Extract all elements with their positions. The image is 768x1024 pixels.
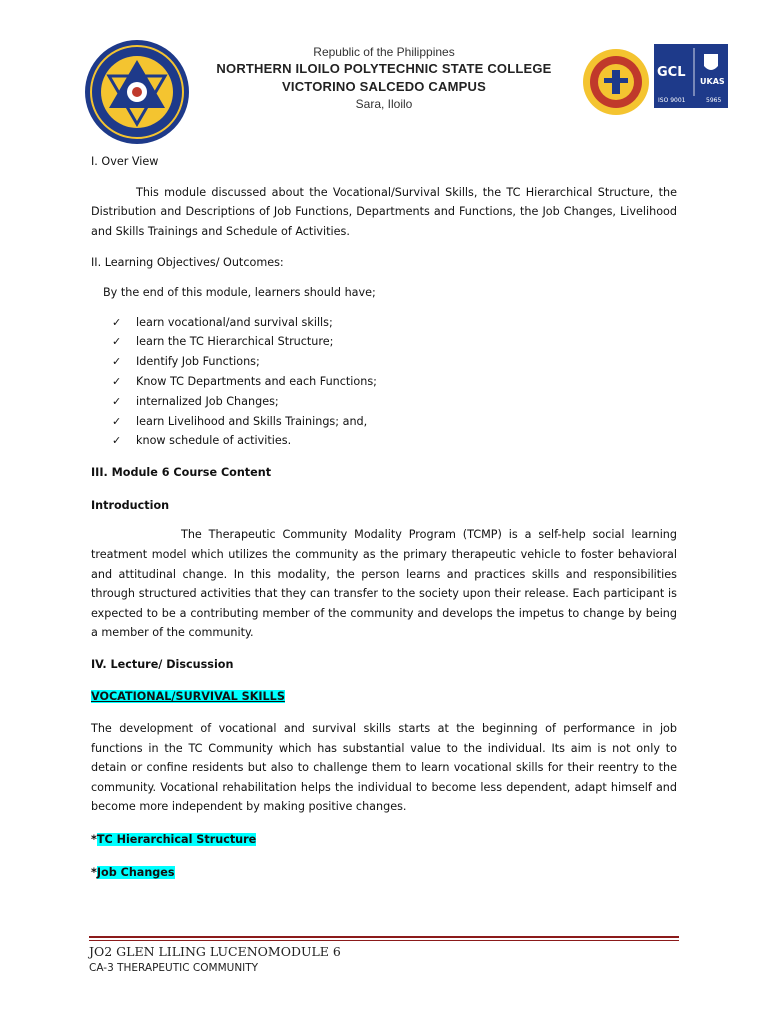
list-item: ✓ learn Livelihood and Skills Trainings; and,	[112, 412, 677, 432]
module-content	[91, 150, 677, 882]
check-icon: ✓	[112, 394, 122, 408]
iso-text: ISO 9001	[658, 97, 686, 104]
check-icon: ✓	[112, 434, 122, 448]
header-college-name: NORTHERN ILOILO POLYTECHNIC STATE COLLEGE	[216, 61, 552, 76]
header-campus-name: VICTORINO SALCEDO CAMPUS	[282, 79, 486, 94]
list-item: ✓ learn vocational/and survival skills;	[112, 313, 677, 333]
list-item: ✓ know schedule of activities.	[112, 431, 677, 451]
header-republic: Republic of the Philippines	[313, 45, 455, 59]
check-icon: ✓	[112, 315, 122, 329]
objectives-intro: By the end of this module, learners should have;	[103, 285, 376, 299]
job-changes-link-line: *Job Changes	[91, 865, 175, 879]
check-icon: ✓	[112, 355, 122, 369]
course-content-heading: III. Module 6 Course Content	[91, 466, 272, 480]
objectives-list	[91, 313, 677, 452]
check-icon: ✓	[112, 335, 122, 349]
check-icon: ✓	[112, 414, 122, 428]
vocational-paragraph: The development of vocational and survival skills starts at the beginning of performance in job functions in the TC Community which has substantial value to the individual. Its aim is not only to detain or confine residents but also to challenge them to learn vocational skills for their reentry to the community. Vocational rehabilitation helps the individual to become less dependent, adapt himself and become more independent by making positive changes.	[91, 722, 677, 814]
tc-hierarchical-structure-link[interactable]: TC Hierarchical Structure	[96, 833, 257, 847]
check-icon: ✓	[112, 374, 122, 388]
list-item: ✓ internalized Job Changes;	[112, 392, 677, 412]
overview-paragraph: This module discussed about the Vocational/Survival Skills, the TC Hierarchical Structure, the Distribution and Descriptions of Job Functions, Departments and Functions, the Job Changes, Livelihood and Skills Trainings and Schedule of Activities.	[91, 185, 677, 238]
introduction-paragraph: The Therapeutic Community Modality Program (TCMP) is a self-help social learning treatment model which utilizes the community as the primary therapeutic vehicle to foster behavioral and attitudinal change. In this modality, the person learns and practices skills and responsibilities through structured activities that they can transfer to the society upon their release. Each participant is expected to be a contributing member of the community and develops the impetus to change by being a member of the community.	[91, 528, 677, 640]
header-location: Sara, Iloilo	[355, 97, 413, 111]
lecture-heading: IV. Lecture/ Discussion	[91, 657, 234, 671]
vocational-heading-text: VOCATIONAL/SURVIVAL SKILLS	[91, 690, 285, 704]
ukas-number: 5965	[706, 97, 722, 104]
objectives-heading: II. Learning Objectives/ Outcomes:	[91, 256, 284, 270]
ukas-text: UKAS	[700, 77, 725, 86]
overview-heading: I. Over View	[91, 155, 159, 168]
college-header	[196, 44, 572, 112]
list-item: ✓ learn the TC Hierarchical Structure;	[112, 332, 677, 352]
vocational-heading	[91, 687, 677, 707]
criminology-seal-logo	[582, 48, 650, 116]
gcl-text: GCL	[657, 65, 686, 80]
footer-course-title: CA-3 THERAPEUTIC COMMUNITY	[89, 962, 259, 974]
list-item: ✓ Know TC Departments and each Functions;	[112, 372, 677, 392]
list-item: ✓ Identify Job Functions;	[112, 352, 677, 372]
job-changes-link[interactable]: Job Changes	[96, 865, 175, 879]
gcl-ukas-certification-logo	[654, 44, 728, 108]
footer-rule-thick	[89, 936, 679, 938]
tc-hierarchical-link-line: *TC Hierarchical Structure	[91, 833, 257, 847]
footer-author-module: JO2 GLEN LILING LUCENOMODULE 6	[89, 944, 341, 959]
nipsc-seal-logo	[83, 38, 191, 146]
introduction-heading: Introduction	[91, 498, 170, 512]
footer-rule-thin	[89, 940, 679, 941]
